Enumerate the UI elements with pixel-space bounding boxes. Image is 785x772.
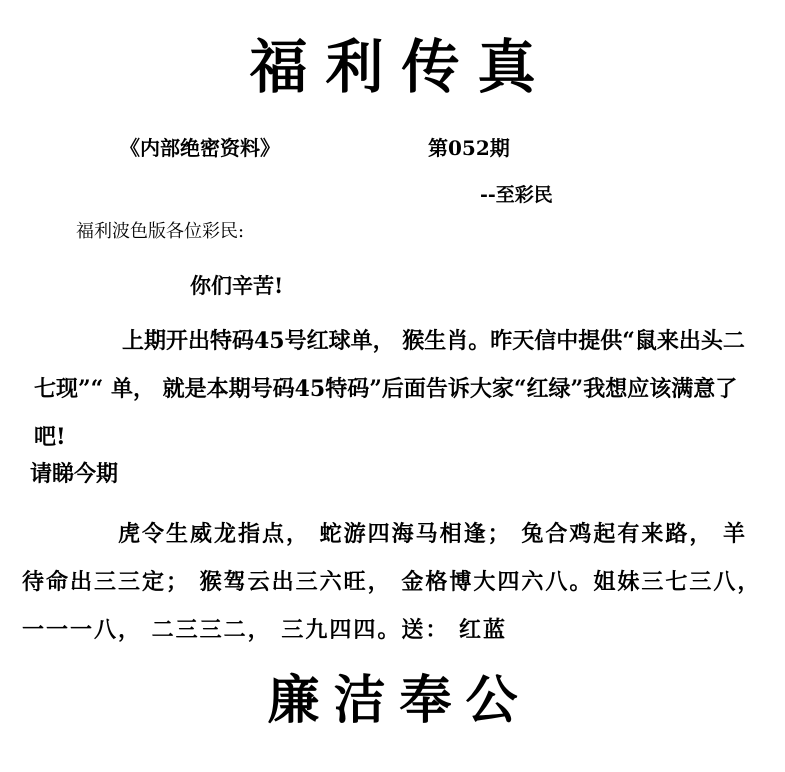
issue-number: 第052期 (428, 136, 510, 160)
greeting: 你们辛苦! (190, 273, 284, 298)
body-paragraph-2: 虎令生威龙指点， 蛇游四海马相逢； 兔合鸡起有来路， 羊待命出三三定； 猴驾云出三六旺， 金格博大四六八。姐妹三七三八， 一一一八， 二三三二， 三九四四。送： 红蓝 (22, 521, 762, 643)
request-line: 请睇今期 (30, 461, 119, 487)
footer-motto: 廉洁奉公 (267, 670, 532, 731)
body-paragraph-1: 上期开出特码45号红球单， 猴生肖。昨天信中提供“鼠来出头二七现”“ 单， 就是本期号码45特码”后面告诉大家“红绿”我想应该满意了吧! (34, 328, 745, 450)
salutation: 福利波色版各位彩民: (76, 221, 245, 242)
confidential-label: 《内部绝密资料》 (120, 136, 280, 160)
document-title: 福利传真 (249, 33, 554, 101)
addressee-line: --至彩民 (480, 184, 553, 206)
